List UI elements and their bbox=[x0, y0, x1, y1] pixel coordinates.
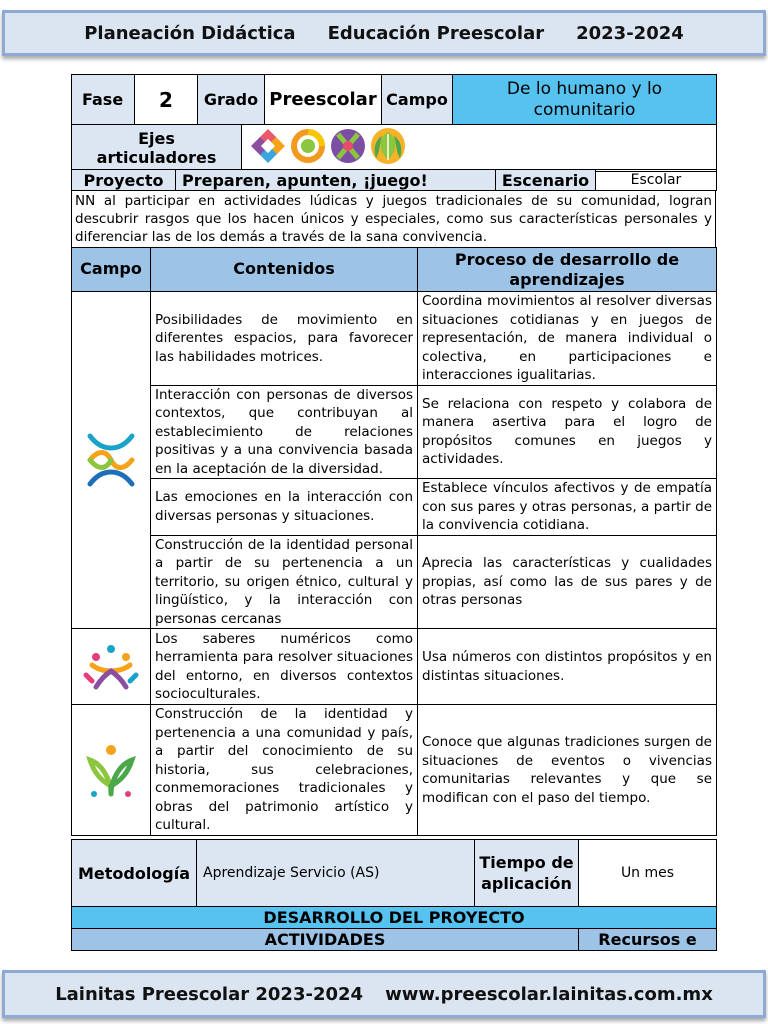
campo-icon-cell bbox=[72, 705, 151, 836]
saberes-pensamiento-icon bbox=[72, 639, 150, 695]
desarrollo-title: DESARROLLO DEL PROYECTO bbox=[72, 907, 717, 929]
proceso-cell: Usa números con distintos propósitos y en distintas situaciones. bbox=[418, 629, 717, 705]
metodologia-table bbox=[71, 839, 717, 907]
proyecto-table bbox=[71, 169, 717, 191]
healthy-living-icon bbox=[371, 128, 405, 164]
humano-comunitario-icon bbox=[72, 430, 150, 490]
proceso-cell: Se relaciona con respeto y colabora de manera asertiva para el logro de propósitos comunes en juegos y actividades. bbox=[418, 385, 717, 479]
contenidos-header-row bbox=[72, 248, 717, 292]
escenario-label: Escenario bbox=[496, 170, 596, 191]
campo-value: De lo humano y lo comunitario bbox=[453, 75, 717, 125]
contenido-cell: Interacción con personas de diversos contextos, que contribuyan al establecimiento de relaciones positivas y a una convivencia basada en la aceptación de la diversidad. bbox=[151, 385, 418, 479]
contenido-cell: Las emociones en la interacción con diversas personas y situaciones. bbox=[151, 479, 418, 536]
desarrollo-table bbox=[71, 906, 717, 951]
project-description: NN al participar en actividades lúdicas y juegos tradicionales de su comunidad, logran descubrir rasgos que los hacen únicos y especiales, como sus características personales y diferenciar las de los demás a través de la sana convivencia. bbox=[72, 191, 716, 248]
escenario-value: Escolar bbox=[596, 170, 717, 191]
tiempo-label: Tiempo de aplicación bbox=[475, 840, 579, 907]
grado-value: Preescolar bbox=[265, 75, 382, 125]
footer-url[interactable]: www.preescolar.lainitas.com.mx bbox=[385, 983, 713, 1005]
header-level: Educación Preescolar bbox=[327, 22, 545, 44]
header-year: 2023-2024 bbox=[576, 22, 684, 44]
contenido-cell: Los saberes numéricos como herramienta para resolver situaciones del entorno, en diversos contextos socioculturales. bbox=[151, 629, 418, 705]
actividades-header: ACTIVIDADES bbox=[72, 929, 579, 951]
proyecto-value: Preparen, apunten, ¡juego! bbox=[176, 170, 496, 191]
etica-naturaleza-icon bbox=[72, 740, 150, 800]
campo-label: Campo bbox=[382, 75, 453, 125]
header-title: Planeación Didáctica bbox=[84, 22, 296, 44]
contenido-cell: Posibilidades de movimiento en diferentes espacios, para favorecer las habilidades motrices. bbox=[151, 292, 418, 386]
critical-thinking-icon bbox=[291, 129, 325, 163]
contenidos-table bbox=[71, 247, 717, 836]
table-row bbox=[72, 292, 717, 386]
grado-label: Grado bbox=[198, 75, 265, 125]
info-table bbox=[71, 74, 717, 125]
inclusion-icon bbox=[251, 129, 285, 163]
contenido-cell: Construcción de la identidad personal a partir de su pertenencia a un territorio, su origen étnico, cultural y lingüístico, y la interacción con personas cercanas bbox=[151, 535, 418, 629]
interculturality-icon bbox=[331, 129, 365, 163]
table-row bbox=[72, 629, 717, 705]
header-banner bbox=[2, 10, 766, 56]
contenidos-header: Contenidos bbox=[151, 248, 418, 292]
ejes-icons bbox=[242, 125, 717, 172]
ejes-label: Ejes articuladores bbox=[72, 125, 242, 172]
contenido-cell: Construcción de la identidad y pertenencia a una comunidad y país, a partir del conocimiento de su historia, sus celebraciones, conmemoraciones tradicionales y obras del patrimonio artístico y cultural. bbox=[151, 705, 418, 836]
tiempo-value: Un mes bbox=[579, 840, 717, 907]
table-row bbox=[72, 479, 717, 536]
proceso-header: Proceso de desarrollo de aprendizajes bbox=[418, 248, 717, 292]
footer-brand: Lainitas Preescolar 2023-2024 bbox=[55, 983, 364, 1005]
table-row bbox=[72, 385, 717, 479]
proceso-cell: Aprecia las características y cualidades propias, así como las de sus pares y de otras personas bbox=[418, 535, 717, 629]
campo-icon-cell bbox=[72, 292, 151, 629]
campo-icon-cell bbox=[72, 629, 151, 705]
metodologia-label: Metodología bbox=[72, 840, 197, 907]
fase-label: Fase bbox=[72, 75, 135, 125]
metodologia-value: Aprendizaje Servicio (AS) bbox=[197, 840, 475, 907]
proceso-cell: Coordina movimientos al resolver diversas situaciones cotidianas y en juegos de representación, de manera individual o colectiva, en participaciones e interacciones igualitarias. bbox=[418, 292, 717, 386]
proceso-cell: Conoce que algunas tradiciones surgen de situaciones de eventos o vivencias comunitarias relevantes y que se modifican con el paso del tiempo. bbox=[418, 705, 717, 836]
table-row bbox=[72, 535, 717, 629]
proceso-cell: Establece vínculos afectivos y de empatía con sus pares y otras personas, a partir de la convivencia cotidiana. bbox=[418, 479, 717, 536]
description-table bbox=[71, 190, 716, 248]
recursos-header: Recursos e bbox=[579, 929, 717, 951]
footer-banner bbox=[2, 970, 766, 1018]
table-row bbox=[72, 705, 717, 836]
ejes-table bbox=[71, 124, 717, 172]
campo-header: Campo bbox=[72, 248, 151, 292]
ejes-icons-group bbox=[246, 125, 414, 167]
fase-value: 2 bbox=[135, 75, 198, 125]
proyecto-label: Proyecto bbox=[72, 170, 176, 191]
